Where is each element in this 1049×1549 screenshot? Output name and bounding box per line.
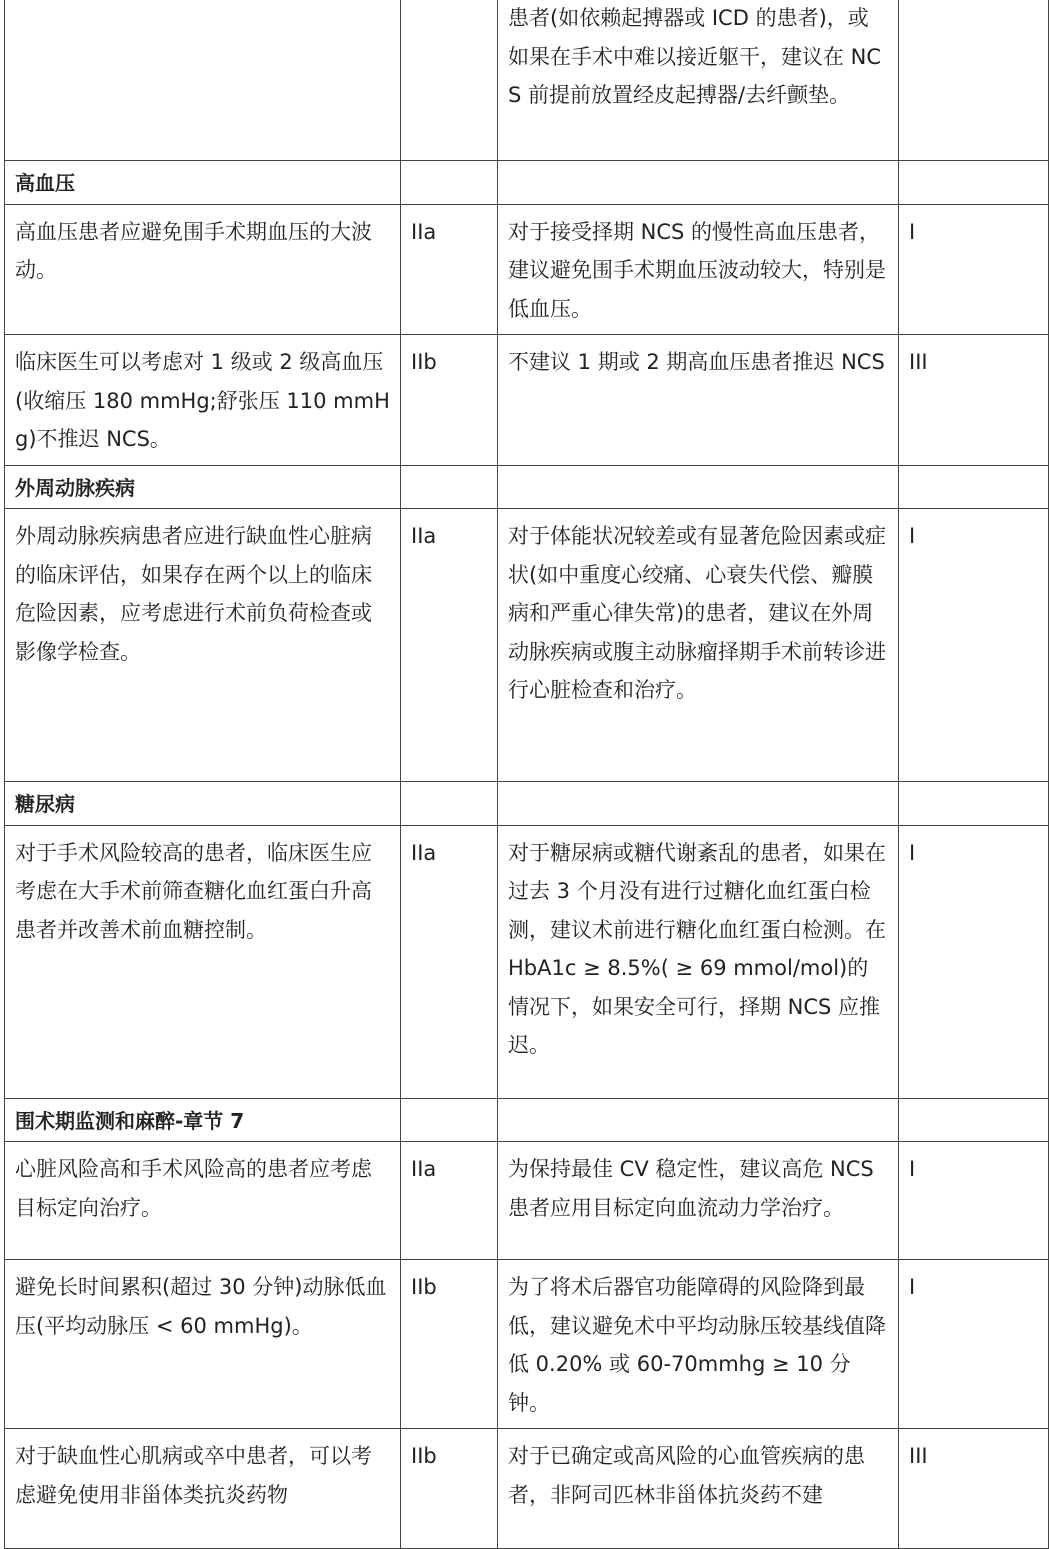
old-class-cell xyxy=(401,509,498,782)
empty-cell xyxy=(498,1098,899,1142)
recommendation-row xyxy=(5,1429,1049,1549)
new-class-cell xyxy=(899,1142,1049,1260)
new-class-cell xyxy=(899,509,1049,782)
new-class-text: I xyxy=(909,1275,916,1299)
empty-cell xyxy=(498,161,899,205)
new-recommendation-text: 对于糖尿病或糖代谢紊乱的患者，如果在过去 3 个月没有进行过糖化血红蛋白检测，建议术前进行糖化血红蛋白检测。在 HbA1c ≥ 8.5%( ≥ 69 mmol/mol)的情况下，如果安全可行，择期 NCS 应推迟。 xyxy=(508,840,886,1057)
old-recommendation-text: 避免长时间累积(超过 30 分钟)动脉低血压(平均动脉压 < 60 mmHg)。 xyxy=(15,1275,387,1338)
section-header-row xyxy=(5,1098,1049,1142)
empty-cell xyxy=(899,161,1049,205)
recommendation-row xyxy=(5,1260,1049,1429)
new-class-cell xyxy=(899,825,1049,1098)
section-header-row xyxy=(5,161,1049,205)
old-recommendation-text: 对于缺血性心肌病或卒中患者，可以考虑避免使用非甾体类抗炎药物 xyxy=(15,1444,372,1507)
empty-cell xyxy=(401,161,498,205)
recommendation-row xyxy=(5,825,1049,1098)
old-recommendation-cell xyxy=(5,204,401,335)
recommendation-row xyxy=(5,1142,1049,1260)
old-recommendation-text: 心脏风险高和手术风险高的患者应考虑目标定向治疗。 xyxy=(15,1157,372,1220)
table-body xyxy=(5,0,1049,1549)
section-header-row xyxy=(5,465,1049,509)
old-recommendation-cell xyxy=(5,825,401,1098)
new-recommendation-cell xyxy=(498,335,899,466)
old-class-text: IIa xyxy=(411,219,437,244)
old-class-cell xyxy=(401,0,498,161)
new-class-cell xyxy=(899,1429,1049,1549)
continuation-row xyxy=(5,0,1049,161)
empty-cell xyxy=(899,782,1049,826)
new-recommendation-text: 不建议 1 期或 2 期高血压患者推迟 NCS xyxy=(508,350,885,374)
new-recommendation-cell xyxy=(498,0,899,161)
section-title: 高血压 xyxy=(15,171,75,195)
old-class-cell xyxy=(401,1260,498,1429)
recommendation-row xyxy=(5,335,1049,466)
new-class-text: I xyxy=(909,840,916,865)
old-class-text: IIb xyxy=(411,1444,437,1468)
old-recommendation-text: 高血压患者应避免围手术期血压的大波动。 xyxy=(15,219,372,282)
old-class-text: IIb xyxy=(411,350,437,374)
empty-cell xyxy=(498,465,899,509)
section-title-cell xyxy=(5,782,401,826)
empty-cell xyxy=(498,782,899,826)
new-recommendation-cell xyxy=(498,1260,899,1429)
new-class-text: III xyxy=(909,1444,928,1468)
new-class-cell xyxy=(899,335,1049,466)
new-class-text: I xyxy=(909,1157,916,1181)
old-class-text: IIb xyxy=(411,1275,437,1299)
old-recommendation-cell xyxy=(5,1429,401,1549)
section-title: 外周动脉疾病 xyxy=(15,475,135,500)
new-recommendation-text: 对于体能状况较差或有显著危险因素或症状(如中重度心绞痛、心衰失代偿、瓣膜病和严重心律失常)的患者，建议在外周动脉疾病或腹主动脉瘤择期手术前转诊进行心脏检查和治疗。 xyxy=(508,524,886,702)
recommendation-row xyxy=(5,509,1049,782)
old-class-text: IIa xyxy=(411,1157,437,1181)
old-recommendation-cell xyxy=(5,1260,401,1429)
empty-cell xyxy=(899,465,1049,509)
new-recommendation-cell xyxy=(498,1429,899,1549)
old-class-cell xyxy=(401,335,498,466)
new-class-text: III xyxy=(909,350,928,374)
empty-cell xyxy=(401,465,498,509)
old-class-cell xyxy=(401,1429,498,1549)
old-class-text: IIa xyxy=(411,840,437,865)
section-title: 围术期监测和麻醉-章节 7 xyxy=(15,1108,245,1133)
new-class-text: I xyxy=(909,524,916,548)
new-class-cell xyxy=(899,0,1049,161)
recommendations-table xyxy=(4,0,1049,1549)
old-recommendation-text: 临床医生可以考虑对 1 级或 2 级高血压(收缩压 180 mmHg;舒张压 110 mmHg)不推迟 NCS。 xyxy=(15,350,390,451)
section-title: 糖尿病 xyxy=(15,792,75,816)
new-recommendation-cell xyxy=(498,1142,899,1260)
empty-cell xyxy=(899,1098,1049,1142)
empty-cell xyxy=(401,782,498,826)
old-class-cell xyxy=(401,825,498,1098)
old-class-cell xyxy=(401,1142,498,1260)
old-recommendation-text: 外周动脉疾病患者应进行缺血性心脏病的临床评估，如果存在两个以上的临床危险因素，应考虑进行术前负荷检查或影像学检查。 xyxy=(15,524,372,664)
new-recommendation-text: 对于已确定或高风险的心血管疾病的患者，非阿司匹林非甾体抗炎药不建 xyxy=(508,1444,865,1507)
old-recommendation-cell xyxy=(5,0,401,161)
old-recommendation-cell xyxy=(5,509,401,782)
section-title-cell xyxy=(5,1098,401,1142)
old-class-cell xyxy=(401,204,498,335)
new-class-text: I xyxy=(909,219,916,244)
old-recommendation-text: 对于手术风险较高的患者，临床医生应考虑在大手术前筛查糖化血红蛋白升高患者并改善术前血糖控制。 xyxy=(15,840,372,942)
section-header-row xyxy=(5,782,1049,826)
empty-cell xyxy=(401,1098,498,1142)
new-recommendation-text: 为保持最佳 CV 稳定性，建议高危 NCS 患者应用目标定向血流动力学治疗。 xyxy=(508,1157,874,1220)
new-recommendation-cell xyxy=(498,509,899,782)
section-title-cell xyxy=(5,161,401,205)
new-recommendation-cell xyxy=(498,825,899,1098)
new-recommendation-cell xyxy=(498,204,899,335)
old-class-text: IIa xyxy=(411,524,437,548)
new-class-cell xyxy=(899,204,1049,335)
old-recommendation-cell xyxy=(5,1142,401,1260)
new-class-cell xyxy=(899,1260,1049,1429)
new-recommendation-text: 患者(如依赖起搏器或 ICD 的患者)，或如果在手术中难以接近躯干，建议在 NCS 前提前放置经皮起搏器/去纤颤垫。 xyxy=(508,6,882,107)
recommendation-row xyxy=(5,204,1049,335)
section-title-cell xyxy=(5,465,401,509)
new-recommendation-text: 为了将术后器官功能障碍的风险降到最低，建议避免术中平均动脉压较基线值降低 0.20% 或 60-70mmhg ≥ 10 分钟。 xyxy=(508,1275,886,1415)
new-recommendation-text: 对于接受择期 NCS 的慢性高血压患者，建议避免围手术期血压波动较大，特别是低血压。 xyxy=(508,219,886,321)
old-recommendation-cell xyxy=(5,335,401,466)
